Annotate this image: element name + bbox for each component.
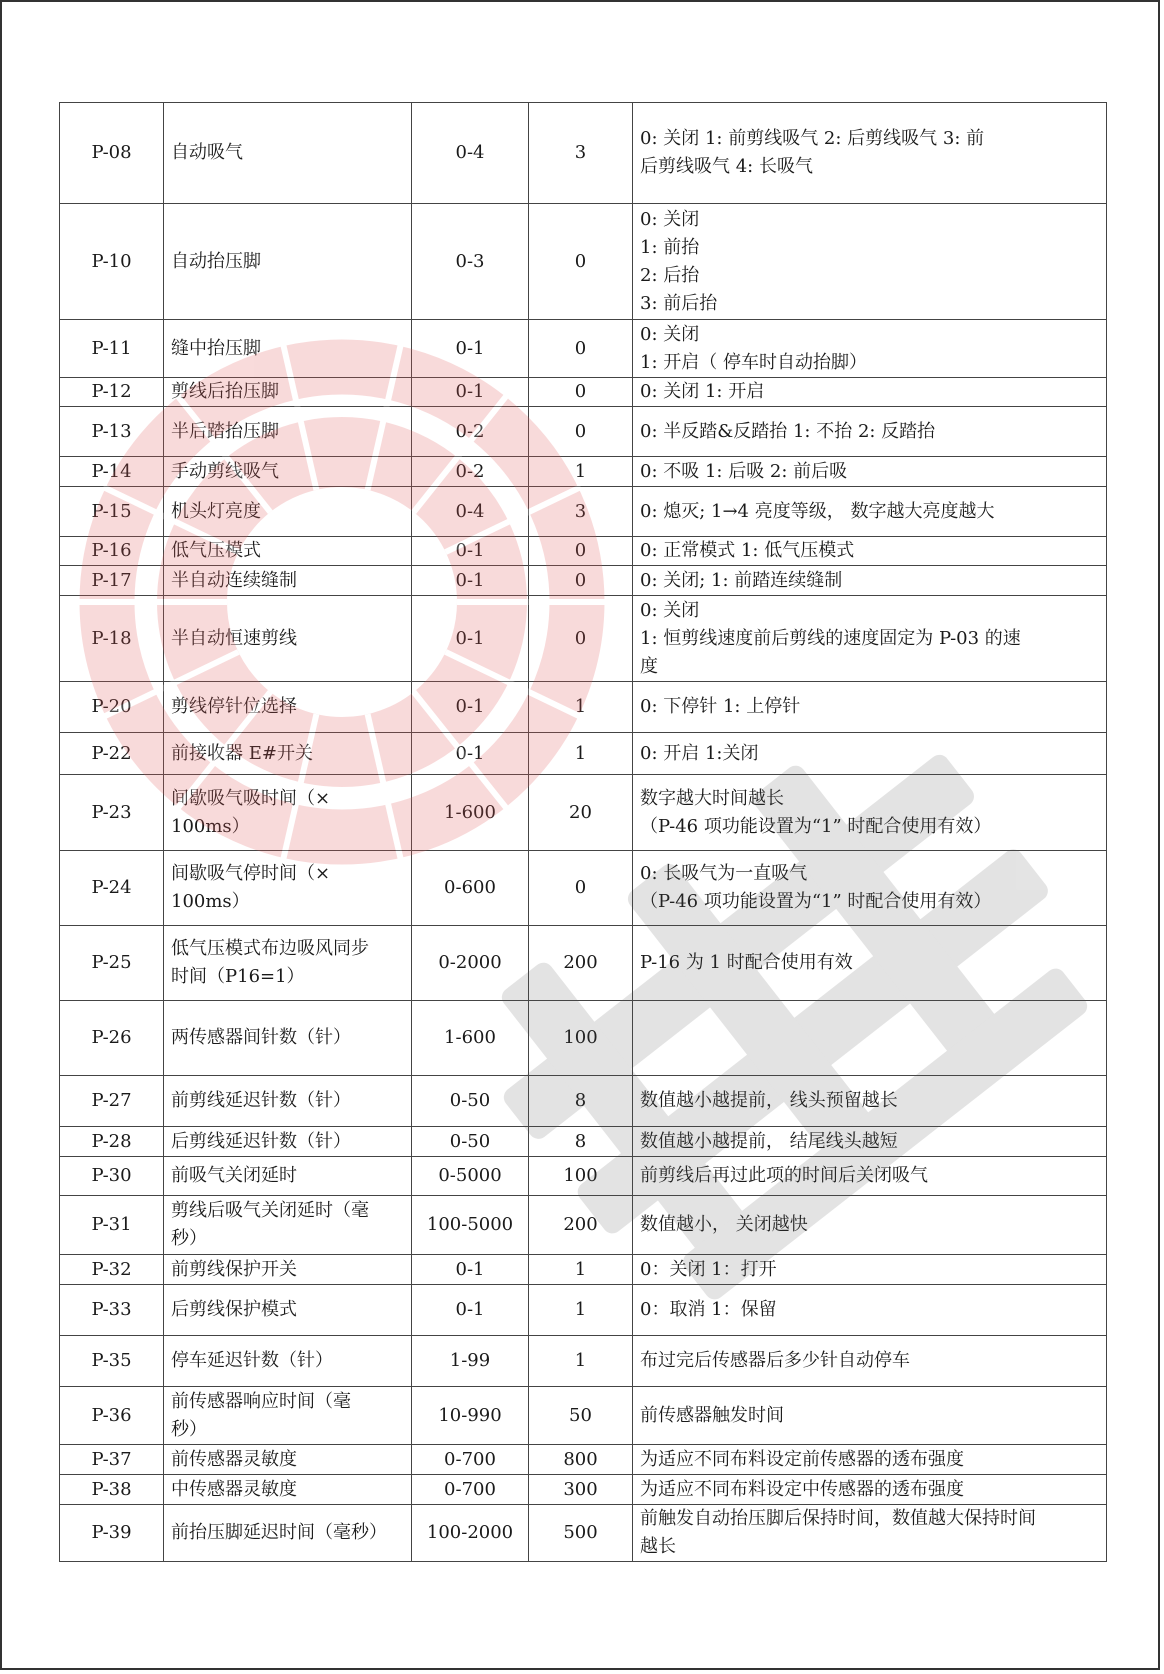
param-description <box>633 682 1107 733</box>
param-name <box>164 733 412 775</box>
param-code: P-37 <box>60 1445 164 1475</box>
param-name <box>164 457 412 487</box>
param-description <box>633 1001 1107 1076</box>
param-description-line: 0: 熄灭; 1→4 亮度等级， 数字越大亮度越大 <box>640 500 995 522</box>
param-description-line: 0: 下停针 1: 上停针 <box>640 696 801 717</box>
param-name <box>164 775 412 851</box>
param-range: 0-700 <box>412 1475 529 1505</box>
param-description <box>633 537 1107 566</box>
param-code: P-27 <box>60 1076 164 1127</box>
param-range: 0-50 <box>412 1127 529 1157</box>
param-default: 1 <box>529 682 633 733</box>
param-description-line: 0: 开启 1:关闭 <box>640 742 759 764</box>
param-name <box>164 682 412 733</box>
param-code: P-12 <box>60 378 164 407</box>
param-range: 0-4 <box>412 487 529 537</box>
table-row <box>60 1387 1107 1445</box>
param-code: P-15 <box>60 487 164 537</box>
param-name-line: 缝中抬压脚 <box>171 337 261 359</box>
param-code: P-24 <box>60 851 164 926</box>
param-name-line: 半自动恒速剪线 <box>171 627 297 649</box>
param-name-line: 前传感器响应时间（毫 <box>171 1390 351 1412</box>
param-name <box>164 1285 412 1336</box>
param-description-line: 1: 开启（ 停车时自动抬脚） <box>640 351 867 373</box>
param-name-line: 100ms） <box>171 891 250 912</box>
param-description-line: 为适应不同布料设定前传感器的透布强度 <box>640 1448 964 1470</box>
table-row <box>60 537 1107 566</box>
param-code: P-08 <box>60 103 164 204</box>
param-name-line: 机头灯亮度 <box>171 500 261 522</box>
param-name-line: 中传感器灵敏度 <box>171 1478 297 1500</box>
table-row <box>60 204 1107 320</box>
param-name-line: 半自动连续缝制 <box>171 569 297 591</box>
table-row <box>60 926 1107 1001</box>
param-name-line: 后剪线保护模式 <box>171 1299 297 1320</box>
param-description <box>633 1196 1107 1255</box>
param-default: 3 <box>529 487 633 537</box>
param-range: 0-1 <box>412 320 529 378</box>
param-description-line: 度 <box>640 655 658 677</box>
param-range: 0-3 <box>412 204 529 320</box>
param-description-line: 0：关闭 1：打开 <box>640 1258 777 1280</box>
param-default: 3 <box>529 103 633 204</box>
param-name <box>164 1127 412 1157</box>
param-description <box>633 1127 1107 1157</box>
param-description-line: 后剪线吸气 4: 长吸气 <box>640 156 813 177</box>
param-name <box>164 1387 412 1445</box>
param-code: P-22 <box>60 733 164 775</box>
param-description <box>633 1445 1107 1475</box>
table-row <box>60 1445 1107 1475</box>
param-description <box>633 487 1107 537</box>
table-row <box>60 1076 1107 1127</box>
param-name <box>164 926 412 1001</box>
param-range: 100-2000 <box>412 1505 529 1562</box>
param-name-line: 低气压模式布边吸风同步 <box>171 938 369 959</box>
param-default: 0 <box>529 566 633 596</box>
param-default: 8 <box>529 1076 633 1127</box>
param-default: 0 <box>529 537 633 566</box>
table-row <box>60 1127 1107 1157</box>
param-name-line: 时间（P16=1） <box>171 966 305 987</box>
param-name-line: 剪线后抬压脚 <box>171 381 279 402</box>
param-description <box>633 1157 1107 1196</box>
param-default: 20 <box>529 775 633 851</box>
param-name-line: 停车延迟针数（针） <box>171 1350 333 1371</box>
param-description-line: 数值越小越提前， 线头预留越长 <box>640 1090 898 1111</box>
table-row <box>60 682 1107 733</box>
table-row <box>60 733 1107 775</box>
param-description <box>633 407 1107 457</box>
param-code: P-31 <box>60 1196 164 1255</box>
table-row <box>60 320 1107 378</box>
table-row <box>60 487 1107 537</box>
param-name-line: 前接收器 E#开关 <box>171 742 313 764</box>
param-code: P-14 <box>60 457 164 487</box>
param-name-line: 后剪线延迟针数（针） <box>171 1130 351 1152</box>
param-name-line: 前抬压脚延迟时间（毫秒） <box>171 1522 387 1543</box>
param-name <box>164 320 412 378</box>
param-default: 8 <box>529 1127 633 1157</box>
param-description-line: 0: 关闭; 1: 前踏连续缝制 <box>640 569 843 591</box>
param-name-line: 手动剪线吸气 <box>171 460 279 482</box>
param-description <box>633 1336 1107 1387</box>
param-description <box>633 851 1107 926</box>
param-name <box>164 378 412 407</box>
param-description <box>633 775 1107 851</box>
param-name <box>164 1445 412 1475</box>
param-name-line: 半后踏抬压脚 <box>171 420 279 442</box>
param-range: 0-1 <box>412 378 529 407</box>
table-row <box>60 1001 1107 1076</box>
param-description-line: 前传感器触发时间 <box>640 1404 784 1426</box>
param-default: 200 <box>529 1196 633 1255</box>
param-range: 0-1 <box>412 596 529 682</box>
param-code: P-18 <box>60 596 164 682</box>
param-range: 0-50 <box>412 1076 529 1127</box>
param-name <box>164 537 412 566</box>
param-range: 0-4 <box>412 103 529 204</box>
param-range: 100-5000 <box>412 1196 529 1255</box>
table-row <box>60 775 1107 851</box>
param-range: 0-1 <box>412 1255 529 1285</box>
param-name-line: 间歇吸气停时间（× <box>171 863 331 884</box>
param-description <box>633 378 1107 407</box>
param-name <box>164 487 412 537</box>
param-name <box>164 851 412 926</box>
param-default: 800 <box>529 1445 633 1475</box>
param-description <box>633 926 1107 1001</box>
table-row <box>60 1505 1107 1562</box>
param-range: 0-1 <box>412 566 529 596</box>
param-description <box>633 320 1107 378</box>
param-name-line: 前剪线延迟针数（针） <box>171 1090 351 1111</box>
param-default: 0 <box>529 378 633 407</box>
param-code: P-32 <box>60 1255 164 1285</box>
param-default: 1 <box>529 1255 633 1285</box>
param-description <box>633 1285 1107 1336</box>
param-description <box>633 204 1107 320</box>
table-row <box>60 596 1107 682</box>
table-row <box>60 1336 1107 1387</box>
param-range: 0-2 <box>412 407 529 457</box>
param-code: P-20 <box>60 682 164 733</box>
param-name-line: 两传感器间针数（针） <box>171 1027 351 1048</box>
param-range: 0-1 <box>412 537 529 566</box>
param-default: 50 <box>529 1387 633 1445</box>
param-name <box>164 1505 412 1562</box>
table-row <box>60 1255 1107 1285</box>
param-name <box>164 103 412 204</box>
param-default: 1 <box>529 733 633 775</box>
param-description-line: 为适应不同布料设定中传感器的透布强度 <box>640 1478 964 1500</box>
param-range: 1-99 <box>412 1336 529 1387</box>
param-default: 100 <box>529 1157 633 1196</box>
table-row <box>60 457 1107 487</box>
param-range: 0-600 <box>412 851 529 926</box>
param-code: P-39 <box>60 1505 164 1562</box>
param-description <box>633 1387 1107 1445</box>
param-description-line: 0: 正常模式 1: 低气压模式 <box>640 540 855 561</box>
param-name-line: 100ms） <box>171 815 250 837</box>
table-row <box>60 1475 1107 1505</box>
param-code: P-23 <box>60 775 164 851</box>
param-code: P-36 <box>60 1387 164 1445</box>
param-description-line: （P-46 项功能设置为“1” 时配合使用有效） <box>640 891 992 912</box>
param-description-line: 1: 前抬 <box>640 236 700 258</box>
param-name <box>164 1157 412 1196</box>
table-row <box>60 103 1107 204</box>
param-description-line: 0：取消 1：保留 <box>640 1299 777 1320</box>
table-row <box>60 851 1107 926</box>
param-name-line: 自动抬压脚 <box>171 250 261 272</box>
table-row <box>60 1157 1107 1196</box>
param-description-line: 0: 半反踏&反踏抬 1: 不抬 2: 反踏抬 <box>640 420 936 442</box>
param-description-line: 1: 恒剪线速度前后剪线的速度固定为 P-03 的速 <box>640 627 1021 649</box>
param-name <box>164 1001 412 1076</box>
param-description-line: 0: 关闭 1: 前剪线吸气 2: 后剪线吸气 3: 前 <box>640 128 985 149</box>
param-name-line: 前剪线保护开关 <box>171 1258 297 1280</box>
table-row <box>60 378 1107 407</box>
param-description <box>633 1475 1107 1505</box>
param-description-line: 3: 前后抬 <box>640 292 718 314</box>
param-description <box>633 566 1107 596</box>
param-code: P-35 <box>60 1336 164 1387</box>
param-description-line: （P-46 项功能设置为“1” 时配合使用有效） <box>640 815 992 837</box>
param-default: 200 <box>529 926 633 1001</box>
param-default: 500 <box>529 1505 633 1562</box>
param-description <box>633 1505 1107 1562</box>
param-name-line: 剪线停针位选择 <box>171 696 297 717</box>
param-description-line: 0: 关闭 <box>640 323 700 345</box>
param-description <box>633 103 1107 204</box>
param-description <box>633 596 1107 682</box>
param-name <box>164 407 412 457</box>
param-name <box>164 1336 412 1387</box>
param-code: P-13 <box>60 407 164 457</box>
param-default: 1 <box>529 1336 633 1387</box>
param-code: P-28 <box>60 1127 164 1157</box>
param-range: 10-990 <box>412 1387 529 1445</box>
param-default: 0 <box>529 851 633 926</box>
param-description-line: 0: 关闭 1: 开启 <box>640 381 765 402</box>
param-description-line: 数值越小越提前， 结尾线头越短 <box>640 1130 898 1152</box>
param-range: 1-600 <box>412 775 529 851</box>
param-name <box>164 596 412 682</box>
param-name <box>164 204 412 320</box>
param-default: 0 <box>529 320 633 378</box>
param-default: 0 <box>529 407 633 457</box>
param-range: 0-700 <box>412 1445 529 1475</box>
param-code: P-16 <box>60 537 164 566</box>
table-row <box>60 566 1107 596</box>
param-description-line: 布过完后传感器后多少针自动停车 <box>640 1350 910 1371</box>
param-description-line: 越长 <box>640 1536 676 1557</box>
param-name-line: 前传感器灵敏度 <box>171 1448 297 1470</box>
param-range: 0-1 <box>412 682 529 733</box>
param-name <box>164 1196 412 1255</box>
param-name-line: 前吸气关闭延时 <box>171 1165 297 1186</box>
table-row <box>60 1196 1107 1255</box>
param-code: P-38 <box>60 1475 164 1505</box>
param-description-line: 0: 关闭 <box>640 599 700 621</box>
param-description <box>633 1255 1107 1285</box>
table-row <box>60 1285 1107 1336</box>
param-description-line: 0: 长吸气为一直吸气 <box>640 863 808 884</box>
table-row <box>60 407 1107 457</box>
param-description <box>633 1076 1107 1127</box>
param-name <box>164 1076 412 1127</box>
param-description-line: P-16 为 1 时配合使用有效 <box>640 952 853 973</box>
param-code: P-33 <box>60 1285 164 1336</box>
param-name-line: 低气压模式 <box>171 540 261 561</box>
param-range: 0-2 <box>412 457 529 487</box>
param-default: 1 <box>529 457 633 487</box>
param-description-line: 2: 后抬 <box>640 264 700 286</box>
param-description-line: 0: 关闭 <box>640 208 700 230</box>
param-name <box>164 1255 412 1285</box>
param-code: P-26 <box>60 1001 164 1076</box>
param-range: 0-1 <box>412 1285 529 1336</box>
param-default: 0 <box>529 596 633 682</box>
param-description-line: 前剪线后再过此项的时间后关闭吸气 <box>640 1165 928 1186</box>
param-description-line: 0: 不吸 1: 后吸 2: 前后吸 <box>640 460 848 482</box>
param-name-line: 秒） <box>171 1418 207 1440</box>
param-name <box>164 1475 412 1505</box>
param-code: P-30 <box>60 1157 164 1196</box>
param-name-line: 间歇吸气吸时间（× <box>171 787 331 809</box>
param-default: 0 <box>529 204 633 320</box>
param-default: 1 <box>529 1285 633 1336</box>
param-name <box>164 566 412 596</box>
param-name-line: 自动吸气 <box>171 142 243 163</box>
parameter-table <box>59 102 1107 1562</box>
param-description-line: 前触发自动抬压脚后保持时间，数值越大保持时间 <box>640 1508 1036 1529</box>
param-range: 0-2000 <box>412 926 529 1001</box>
param-name-line: 秒） <box>171 1228 207 1249</box>
param-range: 1-600 <box>412 1001 529 1076</box>
param-default: 300 <box>529 1475 633 1505</box>
param-code: P-10 <box>60 204 164 320</box>
param-code: P-11 <box>60 320 164 378</box>
param-range: 0-1 <box>412 733 529 775</box>
param-name-line: 剪线后吸气关闭延时（毫 <box>171 1200 369 1221</box>
param-range: 0-5000 <box>412 1157 529 1196</box>
param-description-line: 数值越小， 关闭越快 <box>640 1214 808 1235</box>
param-description-line: 数字越大时间越长 <box>640 787 784 809</box>
param-code: P-17 <box>60 566 164 596</box>
param-description <box>633 457 1107 487</box>
param-code: P-25 <box>60 926 164 1001</box>
param-description <box>633 733 1107 775</box>
param-default: 100 <box>529 1001 633 1076</box>
